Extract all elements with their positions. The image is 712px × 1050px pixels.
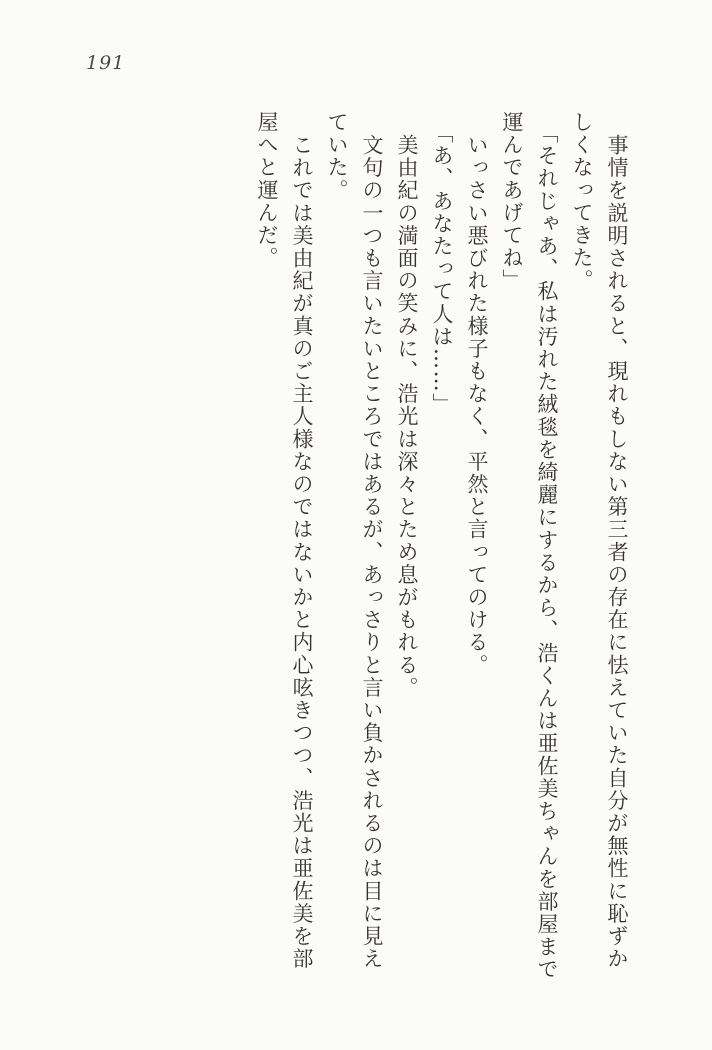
- text-line: 美由紀の満面の笑みに、浩光は深々とため息がもれる。: [395, 133, 419, 699]
- text-line: 文句の一つも言いたいところではあるが、あっさりと言い負かされるのは目に見え: [360, 133, 384, 970]
- text-line: いっさい悪びれた様子もなく、平然と言ってのける。: [465, 133, 489, 676]
- text-line: 「あ、あなたって人は……」: [430, 122, 454, 417]
- text-line: しくなってきた。: [570, 111, 594, 292]
- text-line: 運んであげてね」: [500, 111, 524, 292]
- text-line: 「それじゃあ、私は汚れた絨毯を綺麗にするから、浩くんは亜佐美ちゃんを部屋まで: [535, 122, 559, 982]
- body-text-block: [249, 111, 634, 991]
- text-line: 事情を説明されると、現れもしない第三者の存在に怯えていた自分が無性に恥ずか: [605, 133, 629, 970]
- text-line: これでは美由紀が真のご主人様なのではないかと内心呟きつつ、浩光は亜佐美を部: [290, 133, 314, 970]
- page-number: 191: [86, 52, 126, 74]
- text-line: ていた。: [325, 111, 349, 202]
- text-line: 屋へと運んだ。: [255, 111, 279, 270]
